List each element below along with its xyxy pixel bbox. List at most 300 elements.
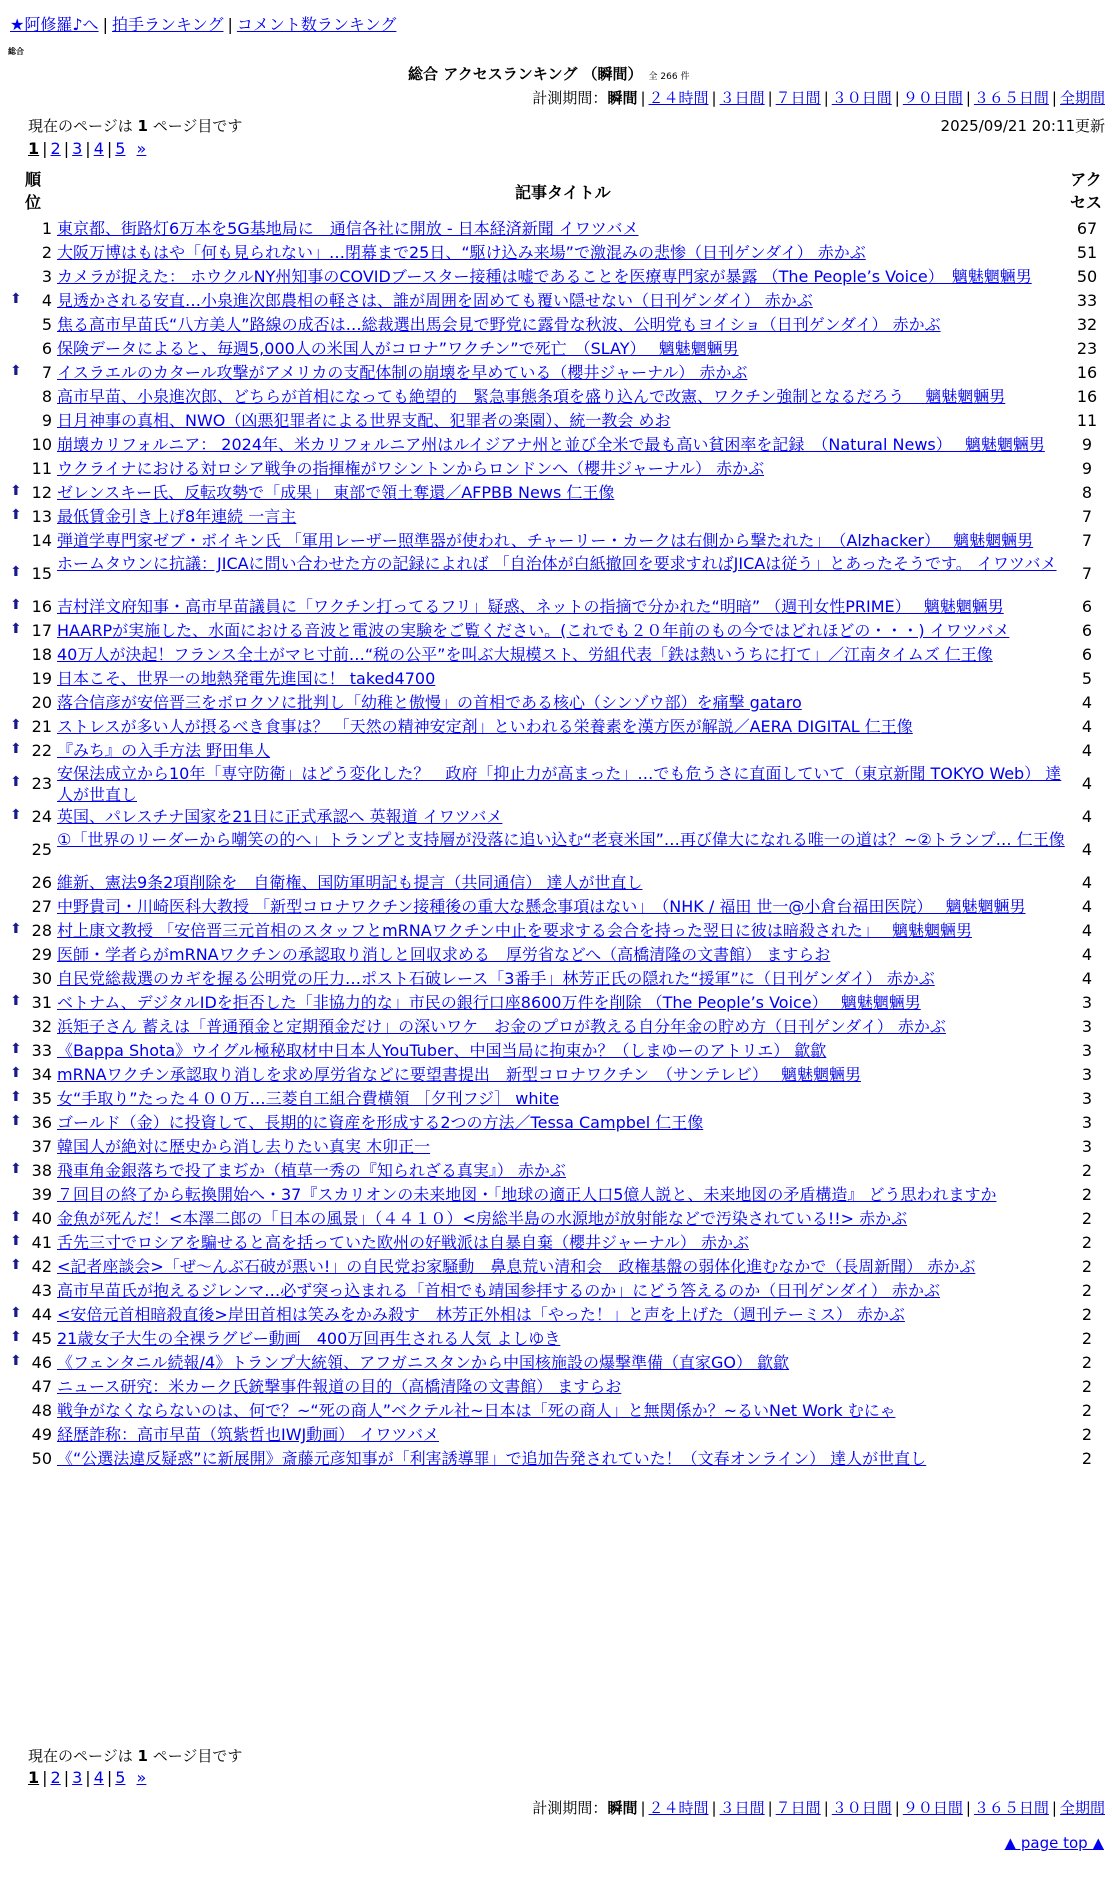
article-title-cell <box>57 1399 1067 1423</box>
article-title-cell <box>57 505 1067 529</box>
header-rank: 順位 <box>24 170 41 212</box>
pager-top <box>28 139 146 158</box>
table-row <box>0 265 1112 289</box>
pager-link[interactable]: » <box>136 139 147 158</box>
table-row <box>0 457 1112 481</box>
article-title-cell <box>57 829 1067 850</box>
period-separator: | <box>767 1799 773 1817</box>
rank-number: 28 <box>31 921 52 940</box>
access-count: 2 <box>1081 1233 1093 1252</box>
access-count: 3 <box>1081 1041 1093 1060</box>
article-link[interactable]: <安倍元首相暗殺直後>岸田首相は笑みをかみ殺す 林芳正外相は「やった！」と声を上げた（週刊テーミス） 赤かぶ <box>57 1305 905 1324</box>
rank-number: 45 <box>31 1329 52 1348</box>
period-link[interactable]: ３日間 <box>719 89 765 107</box>
access-count: 6 <box>1081 621 1093 640</box>
page-title-text: 総合 アクセスランキング （瞬間） <box>408 65 643 83</box>
ranking-table <box>0 217 1112 1471</box>
rank-number: 18 <box>31 645 52 664</box>
access-count: 6 <box>1081 597 1093 616</box>
access-count: 16 <box>1076 363 1098 382</box>
period-separator: | <box>767 89 773 107</box>
rank-up-icon: ⬆ <box>10 363 22 379</box>
rank-number: 14 <box>31 531 52 550</box>
article-title-cell <box>57 991 1067 1015</box>
access-count: 9 <box>1081 459 1093 478</box>
access-count: 7 <box>1081 531 1093 550</box>
rank-number: 16 <box>31 597 52 616</box>
rank-up-icon: ⬆ <box>10 1041 22 1057</box>
article-link[interactable]: 『みち』の入手方法 野田隼人 <box>57 741 271 760</box>
nav-separator: | <box>227 15 233 34</box>
article-link[interactable]: 自民党総裁選のカギを握る公明党の圧力…ポスト石破レース「3番手」林芳正氏の隠れた“援軍”に（日刊ゲンダイ） 赤かぶ <box>57 969 935 988</box>
access-count: 7 <box>1081 564 1093 583</box>
pager-link[interactable]: » <box>136 1768 147 1787</box>
article-link[interactable]: 崩壊カリフォルニア： 2024年、米カリフォルニア州はルイジアナ州と並び全米で最も高い貧困率を記録 （Natural News） 魑魅魍魎男 <box>57 435 1045 454</box>
article-title-cell <box>57 919 1067 943</box>
article-link[interactable]: 高市早苗、小泉進次郎、どちらが首相になっても絶望的 緊急事態条項を盛り込んで改憲、ワクチン強制となるだろう 魑魅魍魎男 <box>57 387 1006 406</box>
rank-number: 24 <box>31 807 52 826</box>
access-count: 2 <box>1081 1353 1093 1372</box>
article-title-cell <box>57 1351 1067 1375</box>
pager-link[interactable]: 4 <box>93 1768 104 1787</box>
table-row <box>0 991 1112 1015</box>
period-separator: | <box>894 1799 900 1817</box>
rank-number: 22 <box>31 741 52 760</box>
table-row <box>0 433 1112 457</box>
table-row <box>0 1279 1112 1303</box>
article-link[interactable]: ストレスが多い人が摂るべき食事は？ 「天然の精神安定剤」といわれる栄養素を漢方医が解説／AERA DIGITAL 仁王像 <box>57 717 913 736</box>
table-row <box>0 529 1112 553</box>
rank-number: 37 <box>31 1137 52 1156</box>
article-title-cell <box>57 289 1067 313</box>
access-count: 67 <box>1076 219 1098 238</box>
header-access: アクセス <box>1069 170 1102 212</box>
rank-number: 39 <box>31 1185 52 1204</box>
access-count: 4 <box>1081 840 1093 859</box>
table-row <box>0 739 1112 763</box>
access-count: 3 <box>1081 1065 1093 1084</box>
article-link[interactable]: 保険データによると、毎週5,000人の米国人がコロナ”ワクチン”で死亡 （SLAY） 魑魅魍魎男 <box>57 339 739 358</box>
period-separator: | <box>1051 1799 1057 1817</box>
article-title-cell <box>57 1159 1067 1183</box>
table-row <box>0 919 1112 943</box>
article-title-cell <box>57 1375 1067 1399</box>
total-count: 全 266 件 <box>648 72 690 82</box>
period-link[interactable]: 全期間 <box>1059 1799 1105 1817</box>
pager-link[interactable]: 3 <box>72 1768 83 1787</box>
access-count: 50 <box>1076 267 1098 286</box>
rank-number: 3 <box>41 267 52 286</box>
page-info-top <box>28 115 242 136</box>
article-link[interactable]: 21歳女子大生の全裸ラグビー動画 400万回再生される人気 よしゆき <box>57 1329 561 1348</box>
article-title-cell <box>57 361 1067 385</box>
access-count: 3 <box>1081 1017 1093 1036</box>
pager-space <box>125 1768 136 1787</box>
pager-link[interactable]: 4 <box>93 139 104 158</box>
article-link[interactable]: 女“手取り”たった４００万…三菱自工組合費横領 ［夕刊フジ］ white <box>57 1089 560 1108</box>
article-link[interactable]: 落合信彦が安倍晋三をボロクソに批判し「幼稚と傲慢」の首相である核心（シンゾウ部）を痛撃 gataro <box>57 693 802 712</box>
article-link[interactable]: 大阪万博はもはや「何も見られない」…閉幕まで25日、“駆け込み来場”で激混みの悲惨（日刊ゲンダイ） 赤かぶ <box>57 243 866 262</box>
period-selector-top <box>532 87 1105 108</box>
table-row <box>0 715 1112 739</box>
article-link[interactable]: ニュース研究：米カーク氏銃撃事件報道の目的（高橋清隆の文書館） ますらお <box>57 1377 622 1396</box>
period-link[interactable]: ９０日間 <box>902 1799 963 1817</box>
article-title-cell <box>57 691 1067 715</box>
rank-number: 32 <box>31 1017 52 1036</box>
rank-up-icon: ⬆ <box>10 621 22 637</box>
rank-number: 27 <box>31 897 52 916</box>
article-title-cell <box>57 313 1067 337</box>
page-info-number: 1 <box>137 1747 148 1765</box>
period-separator: | <box>823 89 829 107</box>
rank-up-icon: ⬆ <box>10 921 22 937</box>
access-count: 33 <box>1076 291 1098 310</box>
article-link[interactable]: 浜矩子さん 蓄えは「普通預金と定期預金だけ」の深いワケ お金のプロが教える自分年金の貯め方（日刊ゲンダイ） 赤かぶ <box>57 1017 946 1036</box>
article-link[interactable]: ①「世界のリーダーから嘲笑の的へ」トランプと支持層が没落に追い込む“老衰米国”…再び偉大になれる唯一の道は？~②トランプ… 仁王像 <box>57 830 1065 849</box>
period-separator: | <box>640 1799 646 1817</box>
access-count: 4 <box>1081 741 1093 760</box>
period-separator: | <box>1051 89 1057 107</box>
article-link[interactable]: mRNAワクチン承認取り消しを求め厚労省などに要望書提出 新型コロナワクチン （サンテレビ） 魑魅魍魎男 <box>57 1065 861 1084</box>
table-row <box>0 505 1112 529</box>
table-row <box>0 1399 1112 1423</box>
period-link[interactable]: ３日間 <box>719 1799 765 1817</box>
article-link[interactable]: 中野貴司・川崎医科大教授 「新型コロナワクチン接種後の重大な懸念事項はない」 （NHK / 福田 世一@小倉台福田医院） 魑魅魍魎男 <box>57 897 1026 916</box>
table-row <box>0 1375 1112 1399</box>
article-title-cell <box>57 1087 1067 1111</box>
table-row <box>0 217 1112 241</box>
access-count: 6 <box>1081 645 1093 664</box>
article-title-cell <box>57 457 1067 481</box>
updated-timestamp: 2025/09/21 20:11更新 <box>940 117 1105 135</box>
article-title-cell <box>57 1015 1067 1039</box>
article-title-cell <box>57 337 1067 361</box>
rank-up-icon: ⬆ <box>10 1329 22 1345</box>
rank-number: 21 <box>31 717 52 736</box>
period-link[interactable]: ２４時間 <box>648 1799 709 1817</box>
table-row <box>0 1423 1112 1447</box>
access-count: 3 <box>1081 993 1093 1012</box>
table-row <box>0 667 1112 691</box>
pager-current[interactable]: 1 <box>28 139 40 158</box>
article-link[interactable]: 最低賃金引き上げ8年連続 一言主 <box>57 507 297 526</box>
period-link[interactable]: ２４時間 <box>648 89 709 107</box>
rank-number: 43 <box>31 1281 52 1300</box>
period-current: 瞬間 <box>607 1799 638 1817</box>
rank-number: 13 <box>31 507 52 526</box>
article-link[interactable]: ベトナム、デジタルIDを拒否した「非協力的な」市民の銀行口座8600万件を削除 （The People’s Voice） 魑魅魍魎男 <box>57 993 921 1012</box>
article-title-cell <box>57 409 1067 433</box>
pager-link[interactable]: 5 <box>115 1768 126 1787</box>
access-count: 51 <box>1076 243 1098 262</box>
access-count: 2 <box>1081 1377 1093 1396</box>
article-title-cell <box>57 619 1067 643</box>
pager-separator: | <box>106 1768 113 1787</box>
period-separator: | <box>823 1799 829 1817</box>
article-title-cell <box>57 385 1067 409</box>
pager-separator: | <box>42 139 48 158</box>
article-link[interactable]: 《“公選法違反疑惑”に新展開》斎藤元彦知事が「利害誘導罪」で追加告発されていた！（文春オンライン） 達人が世直し <box>57 1449 927 1468</box>
access-count: 23 <box>1076 339 1098 358</box>
article-link[interactable]: 高市早苗氏が抱えるジレンマ…必ず突っ込まれる「首相でも靖国参拝するのか」にどう答えるのか（日刊ゲンダイ） 赤かぶ <box>57 1281 941 1300</box>
rank-number: 9 <box>41 411 52 430</box>
access-count: 5 <box>1081 669 1093 688</box>
period-link[interactable]: ９０日間 <box>902 89 963 107</box>
article-title-cell <box>57 643 1067 667</box>
rank-up-icon: ⬆ <box>10 1233 22 1249</box>
table-row <box>0 763 1112 805</box>
access-count: 9 <box>1081 435 1093 454</box>
rank-number: 15 <box>31 564 52 583</box>
pager-link[interactable]: 2 <box>50 1768 61 1787</box>
rank-number: 4 <box>41 291 52 310</box>
article-link[interactable]: HAARPが実施した、水面における音波と電波の実験をご覧ください。(これでも２０年前のもの今ではどれほどの・・・) イワツバメ <box>57 621 1010 640</box>
nav-link-comment-ranking[interactable]: コメント数ランキング <box>236 15 397 34</box>
article-title-cell <box>57 433 1067 457</box>
article-link[interactable]: 吉村洋文府知事・高市早苗議員に「ワクチン打ってるフリ」疑惑、ネットの指摘で分かれた“明暗” （週刊女性PRIME） 魑魅魍魎男 <box>57 597 1004 616</box>
pager-link[interactable]: 5 <box>115 139 126 158</box>
rank-up-icon: ⬆ <box>10 993 22 1009</box>
page-title <box>408 63 689 84</box>
table-row <box>0 1159 1112 1183</box>
page-top-link[interactable]: ▲ page top ▲ <box>1004 1834 1104 1852</box>
article-link[interactable]: 《フェンタニル続報/4》トランプ大統領、アフガニスタンから中国核施設の爆撃準備（直家GO） 歙歙 <box>57 1353 790 1372</box>
rank-number: 5 <box>41 315 52 334</box>
table-row <box>0 691 1112 715</box>
rank-number: 34 <box>31 1065 52 1084</box>
pager-separator: | <box>106 139 113 158</box>
table-row <box>0 1207 1112 1231</box>
article-title-cell <box>57 1039 1067 1063</box>
rank-number: 44 <box>31 1305 52 1324</box>
rank-number: 11 <box>31 459 52 478</box>
period-link[interactable]: ３６５日間 <box>973 89 1049 107</box>
article-link[interactable]: 飛車角金銀落ちで投了まぢか（植草一秀の『知られざる真実』） 赤かぶ <box>57 1161 566 1180</box>
article-link[interactable]: 村上康文教授 「安倍晋三元首相のスタッフとmRNAワクチン中止を要求する会合を持った翌日に彼は暗殺された」 魑魅魍魎男 <box>57 921 972 940</box>
access-count: 2 <box>1081 1209 1093 1228</box>
rank-up-icon: ⬆ <box>10 1209 22 1225</box>
table-row <box>0 1111 1112 1135</box>
rank-number: 36 <box>31 1113 52 1132</box>
period-label: 計測期間： <box>532 89 608 107</box>
access-count: 32 <box>1076 315 1098 334</box>
article-link[interactable]: 維新、憲法9条2項削除を 自衛権、国防軍明記も提言（共同通信） 達人が世直し <box>57 873 643 892</box>
article-link[interactable]: ゼレンスキー氏、反転攻勢で「成果」 東部で領土奪還／AFPBB News 仁王像 <box>57 483 615 502</box>
rank-number: 23 <box>31 774 52 793</box>
table-row <box>0 943 1112 967</box>
period-link[interactable]: ７日間 <box>775 89 821 107</box>
rank-number: 42 <box>31 1257 52 1276</box>
rank-number: 41 <box>31 1233 52 1252</box>
rank-number: 31 <box>31 993 52 1012</box>
article-link[interactable]: 《Bappa Shota》ウイグル極秘取材中日本人YouTuber、中国当局に拘束か？（しまゆーのアトリエ） 歙歙 <box>57 1041 827 1060</box>
article-title-cell <box>57 481 1067 505</box>
table-row <box>0 643 1112 667</box>
access-count: 3 <box>1081 1089 1093 1108</box>
pager-separator: | <box>85 1768 91 1787</box>
article-link[interactable]: ７回目の終了から転換開始へ・37『スカリオンの未来地図・「地球の適正人口5億人説と、未来地図の矛盾構造』 どう思われますか <box>57 1185 997 1204</box>
article-link[interactable]: イスラエルのカタール攻撃がアメリカの支配体制の崩壊を早めている（櫻井ジャーナル） 赤かぶ <box>57 363 748 382</box>
period-separator: | <box>711 1799 717 1817</box>
article-title-cell <box>57 1447 1067 1471</box>
access-count: 2 <box>1081 1329 1093 1348</box>
category-label: 総合 <box>8 47 24 56</box>
access-count: 4 <box>1081 921 1093 940</box>
article-link[interactable]: 日本こそ、世界一の地熱発電先進国に！ taked4700 <box>57 669 436 688</box>
rank-up-icon: ⬆ <box>10 291 22 307</box>
article-title-cell <box>57 1327 1067 1351</box>
table-row <box>0 553 1112 595</box>
table-row <box>0 1087 1112 1111</box>
table-row <box>0 1135 1112 1159</box>
table-header <box>0 166 1112 216</box>
access-count: 4 <box>1081 945 1093 964</box>
article-title-cell <box>57 1231 1067 1255</box>
access-count: 4 <box>1081 774 1093 793</box>
article-link[interactable]: 戦争がなくならないのは、何で？~“死の商人”ベクテル社~日本は「死の商人」と無関係か？~るいNet Work むにゃ <box>57 1401 896 1420</box>
rank-up-icon: ⬆ <box>10 597 22 613</box>
article-link[interactable]: 40万人が決起！フランス全土がマヒ寸前…“税の公平”を叫ぶ大規模スト、労組代表「鉄は熱いうちに打て」／江南タイムズ 仁王像 <box>57 645 993 664</box>
table-row <box>0 1039 1112 1063</box>
article-link[interactable]: 英国、パレスチナ国家を21日に正式承認へ 英報道 イワツバメ <box>57 807 503 826</box>
article-link[interactable]: ウクライナにおける対ロシア戦争の指揮権がワシントンからロンドンへ（櫻井ジャーナル） 赤かぶ <box>57 459 765 478</box>
article-title-cell <box>57 667 1067 691</box>
pager-link[interactable]: 3 <box>72 139 83 158</box>
page-info-bottom <box>28 1745 242 1766</box>
pager-link[interactable]: 2 <box>50 139 61 158</box>
article-link[interactable]: 金魚が死んだ！<本澤二郎の「日本の風景」（４４１０）<房総半島の水源地が放射能などで汚染されている!!> 赤かぶ <box>57 1209 908 1228</box>
rank-number: 33 <box>31 1041 52 1060</box>
access-count: 2 <box>1081 1425 1093 1444</box>
rank-number: 35 <box>31 1089 52 1108</box>
article-title-cell <box>57 529 1067 553</box>
table-row <box>0 337 1112 361</box>
article-link[interactable]: 見透かされる安直…小泉進次郎農相の軽さは、誰が周囲を固めても覆い隠せない（日刊ゲンダイ） 赤かぶ <box>57 291 813 310</box>
article-link[interactable]: 東京都、街路灯6万本を5G基地局に 通信各社に開放 - 日本経済新聞 イワツバメ <box>57 219 639 238</box>
access-count: 11 <box>1076 411 1098 430</box>
pager-separator: | <box>63 1768 70 1787</box>
rank-up-icon: ⬆ <box>10 1065 22 1081</box>
rank-number: 50 <box>31 1449 52 1468</box>
rank-number: 30 <box>31 969 52 988</box>
table-row <box>0 967 1112 991</box>
period-separator: | <box>711 89 717 107</box>
article-link[interactable]: 焦る高市早苗氏“八方美人”路線の成否は…総裁選出馬会見で野党に露骨な秋波、公明党もヨイショ（日刊ゲンダイ） 赤かぶ <box>57 315 941 334</box>
table-row <box>0 313 1112 337</box>
article-title-cell <box>57 967 1067 991</box>
article-title-cell <box>57 943 1067 967</box>
access-count: 2 <box>1081 1449 1093 1468</box>
access-count: 7 <box>1081 507 1093 526</box>
rank-number: 10 <box>31 435 52 454</box>
article-link[interactable]: カメラが捉えた： ホウクルNY州知事のCOVIDブースター接種は嘘であることを医療専門家が暴露 （The People’s Voice） 魑魅魍魎男 <box>57 267 1032 286</box>
page-info-prefix: 現在のページは <box>28 1747 133 1765</box>
period-link[interactable]: ３０日間 <box>831 89 892 107</box>
table-row <box>0 829 1112 871</box>
access-count: 2 <box>1081 1305 1093 1324</box>
table-row <box>0 1015 1112 1039</box>
period-label: 計測期間： <box>532 1799 608 1817</box>
access-count: 2 <box>1081 1281 1093 1300</box>
article-link[interactable]: <記者座談会>「ぜ～んぶ石破が悪い!」の自民党お家騒動 鼻息荒い清和会 政権基盤の弱体化進むなかで（長周新聞） 赤かぶ <box>57 1257 976 1276</box>
rank-number: 8 <box>41 387 52 406</box>
table-row <box>0 361 1112 385</box>
rank-up-icon: ⬆ <box>10 564 22 580</box>
article-title-cell <box>57 739 1067 763</box>
access-count: 4 <box>1081 693 1093 712</box>
pager-current[interactable]: 1 <box>28 1768 40 1787</box>
rank-number: 12 <box>31 483 52 502</box>
nav-link-asyura[interactable]: ★阿修羅♪へ <box>10 15 99 34</box>
article-title-cell <box>57 1183 1067 1207</box>
rank-up-icon: ⬆ <box>10 774 22 790</box>
rank-number: 6 <box>41 339 52 358</box>
access-count: 4 <box>1081 969 1093 988</box>
top-nav <box>10 12 396 35</box>
rank-number: 20 <box>31 693 52 712</box>
article-link[interactable]: 経歴詐称：高市早苗（筑紫哲也IWJ動画） イワツバメ <box>57 1425 440 1444</box>
table-row <box>0 1327 1112 1351</box>
article-link[interactable]: 舌先三寸でロシアを騙せると高を括っていた欧州の好戦派は自暴自棄（櫻井ジャーナル） 赤かぶ <box>57 1233 749 1252</box>
article-link[interactable]: 日月神事の真相、NWO（凶悪犯罪者による世界支配、犯罪者の楽園）、統一教会 めお <box>57 411 671 430</box>
article-title-cell <box>57 1111 1067 1135</box>
period-separator: | <box>894 89 900 107</box>
rank-number: 1 <box>41 219 52 238</box>
pager-space <box>125 139 136 158</box>
table-row <box>0 1351 1112 1375</box>
article-link[interactable]: 韓国人が絶対に歴史から消し去りたい真実 木卯正一 <box>57 1137 431 1156</box>
article-title-cell <box>57 1207 1067 1231</box>
period-link[interactable]: ３０日間 <box>831 1799 892 1817</box>
period-link[interactable]: ３６５日間 <box>973 1799 1049 1817</box>
table-row <box>0 409 1112 433</box>
access-count: 16 <box>1076 387 1098 406</box>
rank-number: 2 <box>41 243 52 262</box>
table-row <box>0 385 1112 409</box>
page-info-number: 1 <box>137 117 148 135</box>
period-separator: | <box>640 89 646 107</box>
table-row <box>0 871 1112 895</box>
article-link[interactable]: 医師・学者らがmRNAワクチンの承認取り消しと回収求める 厚労省などへ（高橋清隆の文書館） ますらお <box>57 945 831 964</box>
pager-separator: | <box>85 139 91 158</box>
article-link[interactable]: 弾道学専門家ゼブ・ボイキン氏 「軍用レーザー照準器が使われ、チャーリー・カークは右側から撃たれた」 （Alzhacker） 魑魅魍魎男 <box>57 531 1034 550</box>
period-current: 瞬間 <box>607 89 638 107</box>
access-count: 2 <box>1081 1161 1093 1180</box>
article-link[interactable]: ゴールド（金）に投資して、長期的に資産を形成する2つの方法／Tessa Campbel 仁王像 <box>57 1113 704 1132</box>
article-link[interactable]: ホームタウンに抗議：JICAに問い合わせた方の記録によれば 「自治体が白紙撤回を要求すればJICAは従う」とあったそうです。 イワツバメ <box>57 554 1057 573</box>
access-count: 2 <box>1081 1257 1093 1276</box>
rank-up-icon: ⬆ <box>10 1353 22 1369</box>
table-row <box>0 241 1112 265</box>
nav-link-applause-ranking[interactable]: 拍手ランキング <box>111 15 224 34</box>
period-link[interactable]: ７日間 <box>775 1799 821 1817</box>
article-title-cell <box>57 1303 1067 1327</box>
access-count: 2 <box>1081 1401 1093 1420</box>
period-link[interactable]: 全期間 <box>1059 89 1105 107</box>
table-row <box>0 289 1112 313</box>
access-count: 4 <box>1081 807 1093 826</box>
pager-bottom <box>28 1768 146 1787</box>
article-link[interactable]: 安保法成立から10年「専守防衛」はどう変化した？ 政府「抑止力が高まった」…でも危うさに直面していて（東京新聞 TOKYO Web） 達人が世直し <box>57 764 1062 804</box>
rank-number: 7 <box>41 363 52 382</box>
nav-separator: | <box>102 15 108 34</box>
rank-up-icon: ⬆ <box>10 1089 22 1105</box>
rank-number: 17 <box>31 621 52 640</box>
article-title-cell <box>57 871 1067 895</box>
access-count: 4 <box>1081 897 1093 916</box>
article-title-cell <box>57 553 1067 574</box>
article-title-cell <box>57 1279 1067 1303</box>
